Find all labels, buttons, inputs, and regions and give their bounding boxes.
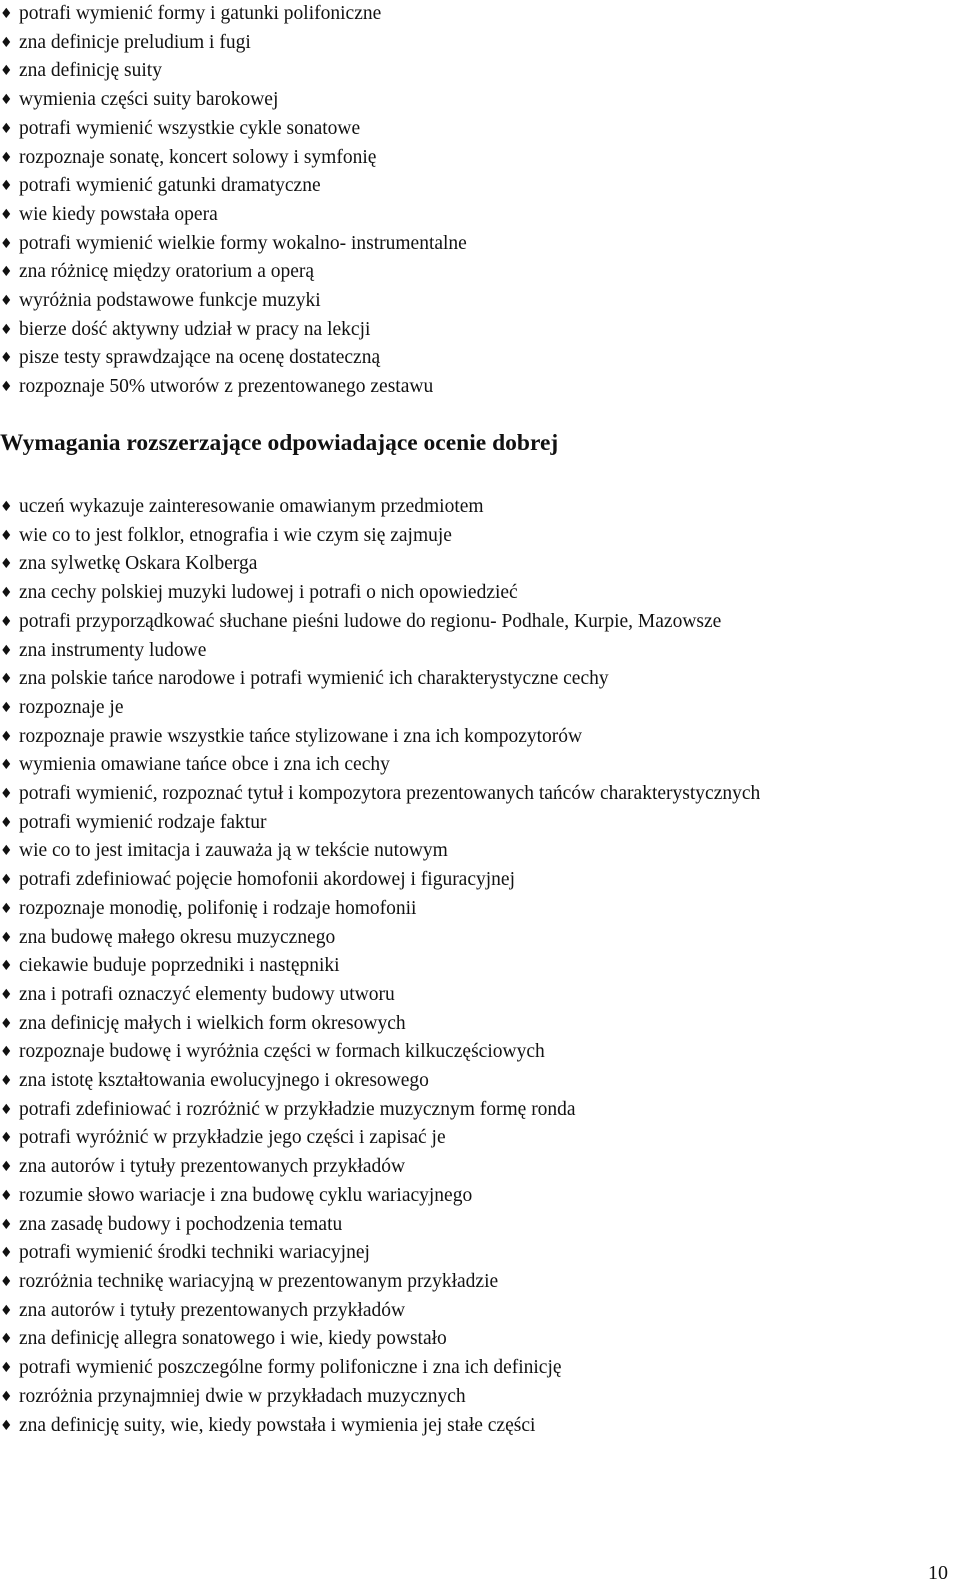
- list-item: [0, 1096, 950, 1125]
- list-item-text: zna autorów i tytuły prezentowanych przykładów: [19, 1156, 406, 1178]
- list-item: [0, 1182, 950, 1211]
- diamond-bullet-icon: ♦: [0, 958, 13, 975]
- list-item-text: potrafi zdefiniować pojęcie homofonii akordowej i figuracyjnej: [19, 869, 515, 891]
- diamond-bullet-icon: ♦: [0, 1015, 13, 1032]
- list-item: [0, 1412, 950, 1441]
- list-item: [0, 29, 950, 58]
- diamond-bullet-icon: ♦: [0, 671, 13, 688]
- diamond-bullet-icon: ♦: [0, 699, 13, 716]
- list-item: [0, 0, 950, 29]
- list-item-text: rozpoznaje sonatę, koncert solowy i symfonię: [19, 146, 377, 168]
- list-item: [0, 924, 950, 953]
- list-item: [0, 981, 950, 1010]
- diamond-bullet-icon: ♦: [0, 986, 13, 1003]
- list-item: [0, 809, 950, 838]
- list-item: [0, 115, 950, 144]
- list-item-text: potrafi wymienić wielkie formy wokalno- instrumentalne: [19, 232, 467, 254]
- list-item: [0, 1383, 950, 1412]
- diamond-bullet-icon: ♦: [0, 642, 13, 659]
- list-item: [0, 837, 950, 866]
- list-item-text: wie co to jest folklor, etnografia i wie czym się zajmuje: [19, 524, 452, 546]
- list-item: [0, 1124, 950, 1153]
- diamond-bullet-icon: ♦: [0, 843, 13, 860]
- list-item: [0, 373, 950, 402]
- list-item: [0, 780, 950, 809]
- list-item: [0, 1010, 950, 1039]
- diamond-bullet-icon: ♦: [0, 728, 13, 745]
- diamond-bullet-icon: ♦: [0, 786, 13, 803]
- list-item-text: zna i potrafi oznaczyć elementy budowy utworu: [19, 983, 395, 1005]
- list-item: [0, 1067, 950, 1096]
- requirements-list-good: [0, 493, 950, 1440]
- list-item: [0, 751, 950, 780]
- diamond-bullet-icon: ♦: [0, 585, 13, 602]
- diamond-bullet-icon: ♦: [0, 149, 13, 166]
- list-item: [0, 665, 950, 694]
- list-item-text: rozpoznaje budowę i wyróżnia części w formach kilkuczęściowych: [19, 1041, 545, 1063]
- list-item-text: zna cechy polskiej muzyki ludowej i potrafi o nich opowiedzieć: [19, 582, 518, 604]
- list-item: [0, 230, 950, 259]
- list-item-text: potrafi wyróżnić w przykładzie jego części i zapisać je: [19, 1127, 446, 1149]
- diamond-bullet-icon: ♦: [0, 6, 13, 22]
- page-number: 10: [928, 1562, 948, 1584]
- diamond-bullet-icon: ♦: [0, 1417, 13, 1434]
- list-item: [0, 258, 950, 287]
- list-item-text: zna definicję małych i wielkich form okresowych: [19, 1012, 406, 1034]
- diamond-bullet-icon: ♦: [0, 613, 13, 630]
- diamond-bullet-icon: ♦: [0, 34, 13, 51]
- list-item-text: potrafi zdefiniować i rozróżnić w przykładzie muzycznym formę ronda: [19, 1098, 576, 1120]
- list-item: [0, 316, 950, 345]
- list-item-text: bierze dość aktywny udział w pracy na lekcji: [19, 318, 371, 340]
- list-item-text: potrafi wymienić rodzaje faktur: [19, 811, 267, 833]
- list-item: [0, 550, 950, 579]
- list-item-text: potrafi wymienić środki techniki wariacyjnej: [19, 1242, 370, 1264]
- diamond-bullet-icon: ♦: [0, 264, 13, 281]
- diamond-bullet-icon: ♦: [0, 1388, 13, 1405]
- list-item-text: potrafi wymienić wszystkie cykle sonatowe: [19, 117, 361, 139]
- diamond-bullet-icon: ♦: [0, 206, 13, 223]
- list-item-text: uczeń wykazuje zainteresowanie omawianym przedmiotem: [19, 496, 484, 517]
- diamond-bullet-icon: ♦: [0, 1101, 13, 1118]
- list-item-text: zna definicję suity: [19, 60, 162, 82]
- list-item-text: zna autorów i tytuły prezentowanych przykładów: [19, 1299, 406, 1321]
- diamond-bullet-icon: ♦: [0, 1245, 13, 1262]
- list-item: [0, 144, 950, 173]
- list-item-text: rozumie słowo wariacje i zna budowę cyklu wariacyjnego: [19, 1184, 473, 1206]
- list-item: [0, 866, 950, 895]
- list-item-text: potrafi wymienić formy i gatunki polifoniczne: [19, 3, 382, 24]
- diamond-bullet-icon: ♦: [0, 814, 13, 831]
- requirements-list-basic: [0, 0, 950, 402]
- list-item-text: potrafi przyporządkować słuchane pieśni ludowe do regionu- Podhale, Kurpie, Mazowsze: [19, 610, 722, 632]
- list-item-text: zna budowę małego okresu muzycznego: [19, 926, 336, 948]
- diamond-bullet-icon: ♦: [0, 1216, 13, 1233]
- list-item-text: zna różnicę między oratorium a operą: [19, 261, 315, 283]
- list-item-text: wie kiedy powstała opera: [19, 203, 218, 225]
- diamond-bullet-icon: ♦: [0, 63, 13, 80]
- list-item: [0, 723, 950, 752]
- diamond-bullet-icon: ♦: [0, 293, 13, 310]
- list-item: [0, 287, 950, 316]
- list-item-text: zna polskie tańce narodowe i potrafi wymienić ich charakterystyczne cechy: [19, 668, 609, 690]
- diamond-bullet-icon: ♦: [0, 379, 13, 396]
- list-item-text: zna definicję allegra sonatowego i wie, kiedy powstało: [19, 1328, 447, 1350]
- list-item: [0, 579, 950, 608]
- list-item-text: rozróżnia przynajmniej dwie w przykładach muzycznych: [19, 1385, 466, 1407]
- list-item-text: wymienia części suity barokowej: [19, 89, 279, 111]
- diamond-bullet-icon: ♦: [0, 1273, 13, 1290]
- list-item: [0, 57, 950, 86]
- list-item: [0, 1038, 950, 1067]
- diamond-bullet-icon: ♦: [0, 178, 13, 195]
- diamond-bullet-icon: ♦: [0, 929, 13, 946]
- list-item-text: zna istotę kształtowania ewolucyjnego i okresowego: [19, 1070, 429, 1092]
- list-item: [0, 637, 950, 666]
- list-item: [0, 895, 950, 924]
- list-item: [0, 952, 950, 981]
- list-item: [0, 1153, 950, 1182]
- list-item-text: zna instrumenty ludowe: [19, 639, 207, 661]
- list-item-text: rozpoznaje prawie wszystkie tańce stylizowane i zna ich kompozytorów: [19, 725, 583, 747]
- diamond-bullet-icon: ♦: [0, 1360, 13, 1377]
- list-item-text: potrafi wymienić gatunki dramatyczne: [19, 175, 321, 197]
- diamond-bullet-icon: ♦: [0, 900, 13, 917]
- list-item: [0, 694, 950, 723]
- list-item: [0, 608, 950, 637]
- list-item-text: wymienia omawiane tańce obce i zna ich cechy: [19, 754, 390, 776]
- list-item-text: rozpoznaje je: [19, 696, 124, 718]
- diamond-bullet-icon: ♦: [0, 120, 13, 137]
- list-item-text: zna definicję suity, wie, kiedy powstała i wymienia jej stałe części: [19, 1414, 536, 1436]
- diamond-bullet-icon: ♦: [0, 1159, 13, 1176]
- list-item-text: zna zasadę budowy i pochodzenia tematu: [19, 1213, 343, 1235]
- section-heading: Wymagania rozszerzające odpowiadające ocenie dobrej: [0, 430, 559, 456]
- list-item: [0, 1268, 950, 1297]
- list-item: [0, 172, 950, 201]
- list-item: [0, 522, 950, 551]
- diamond-bullet-icon: ♦: [0, 872, 13, 889]
- diamond-bullet-icon: ♦: [0, 1044, 13, 1061]
- diamond-bullet-icon: ♦: [0, 92, 13, 109]
- list-item: [0, 344, 950, 373]
- list-item-text: pisze testy sprawdzające na ocenę dostateczną: [19, 347, 381, 369]
- list-item-text: zna sylwetkę Oskara Kolberga: [19, 553, 258, 575]
- list-item: [0, 1297, 950, 1326]
- diamond-bullet-icon: ♦: [0, 1302, 13, 1319]
- diamond-bullet-icon: ♦: [0, 350, 13, 367]
- list-item: [0, 1239, 950, 1268]
- list-item-text: potrafi wymienić poszczególne formy polifoniczne i zna ich definicję: [19, 1357, 562, 1379]
- diamond-bullet-icon: ♦: [0, 556, 13, 573]
- list-item-text: zna definicje preludium i fugi: [19, 31, 251, 53]
- list-item-text: rozpoznaje 50% utworów z prezentowanego zestawu: [19, 376, 434, 398]
- diamond-bullet-icon: ♦: [0, 499, 13, 515]
- list-item: [0, 1325, 950, 1354]
- list-item-text: rozróżnia technikę wariacyjną w prezentowanym przykładzie: [19, 1270, 499, 1292]
- diamond-bullet-icon: ♦: [0, 1331, 13, 1348]
- list-item: [0, 493, 950, 522]
- diamond-bullet-icon: ♦: [0, 527, 13, 544]
- diamond-bullet-icon: ♦: [0, 235, 13, 252]
- diamond-bullet-icon: ♦: [0, 1073, 13, 1090]
- diamond-bullet-icon: ♦: [0, 321, 13, 338]
- diamond-bullet-icon: ♦: [0, 1130, 13, 1147]
- list-item: [0, 86, 950, 115]
- list-item: [0, 1211, 950, 1240]
- list-item-text: rozpoznaje monodię, polifonię i rodzaje homofonii: [19, 897, 417, 919]
- diamond-bullet-icon: ♦: [0, 1187, 13, 1204]
- list-item-text: ciekawie buduje poprzedniki i następniki: [19, 955, 340, 977]
- list-item: [0, 1354, 950, 1383]
- list-item-text: wyróżnia podstawowe funkcje muzyki: [19, 290, 321, 312]
- list-item-text: potrafi wymienić, rozpoznać tytuł i kompozytora prezentowanych tańców charakterystycznych: [19, 783, 761, 805]
- list-item-text: wie co to jest imitacja i zauważa ją w tekście nutowym: [19, 840, 448, 862]
- list-item: [0, 201, 950, 230]
- diamond-bullet-icon: ♦: [0, 757, 13, 774]
